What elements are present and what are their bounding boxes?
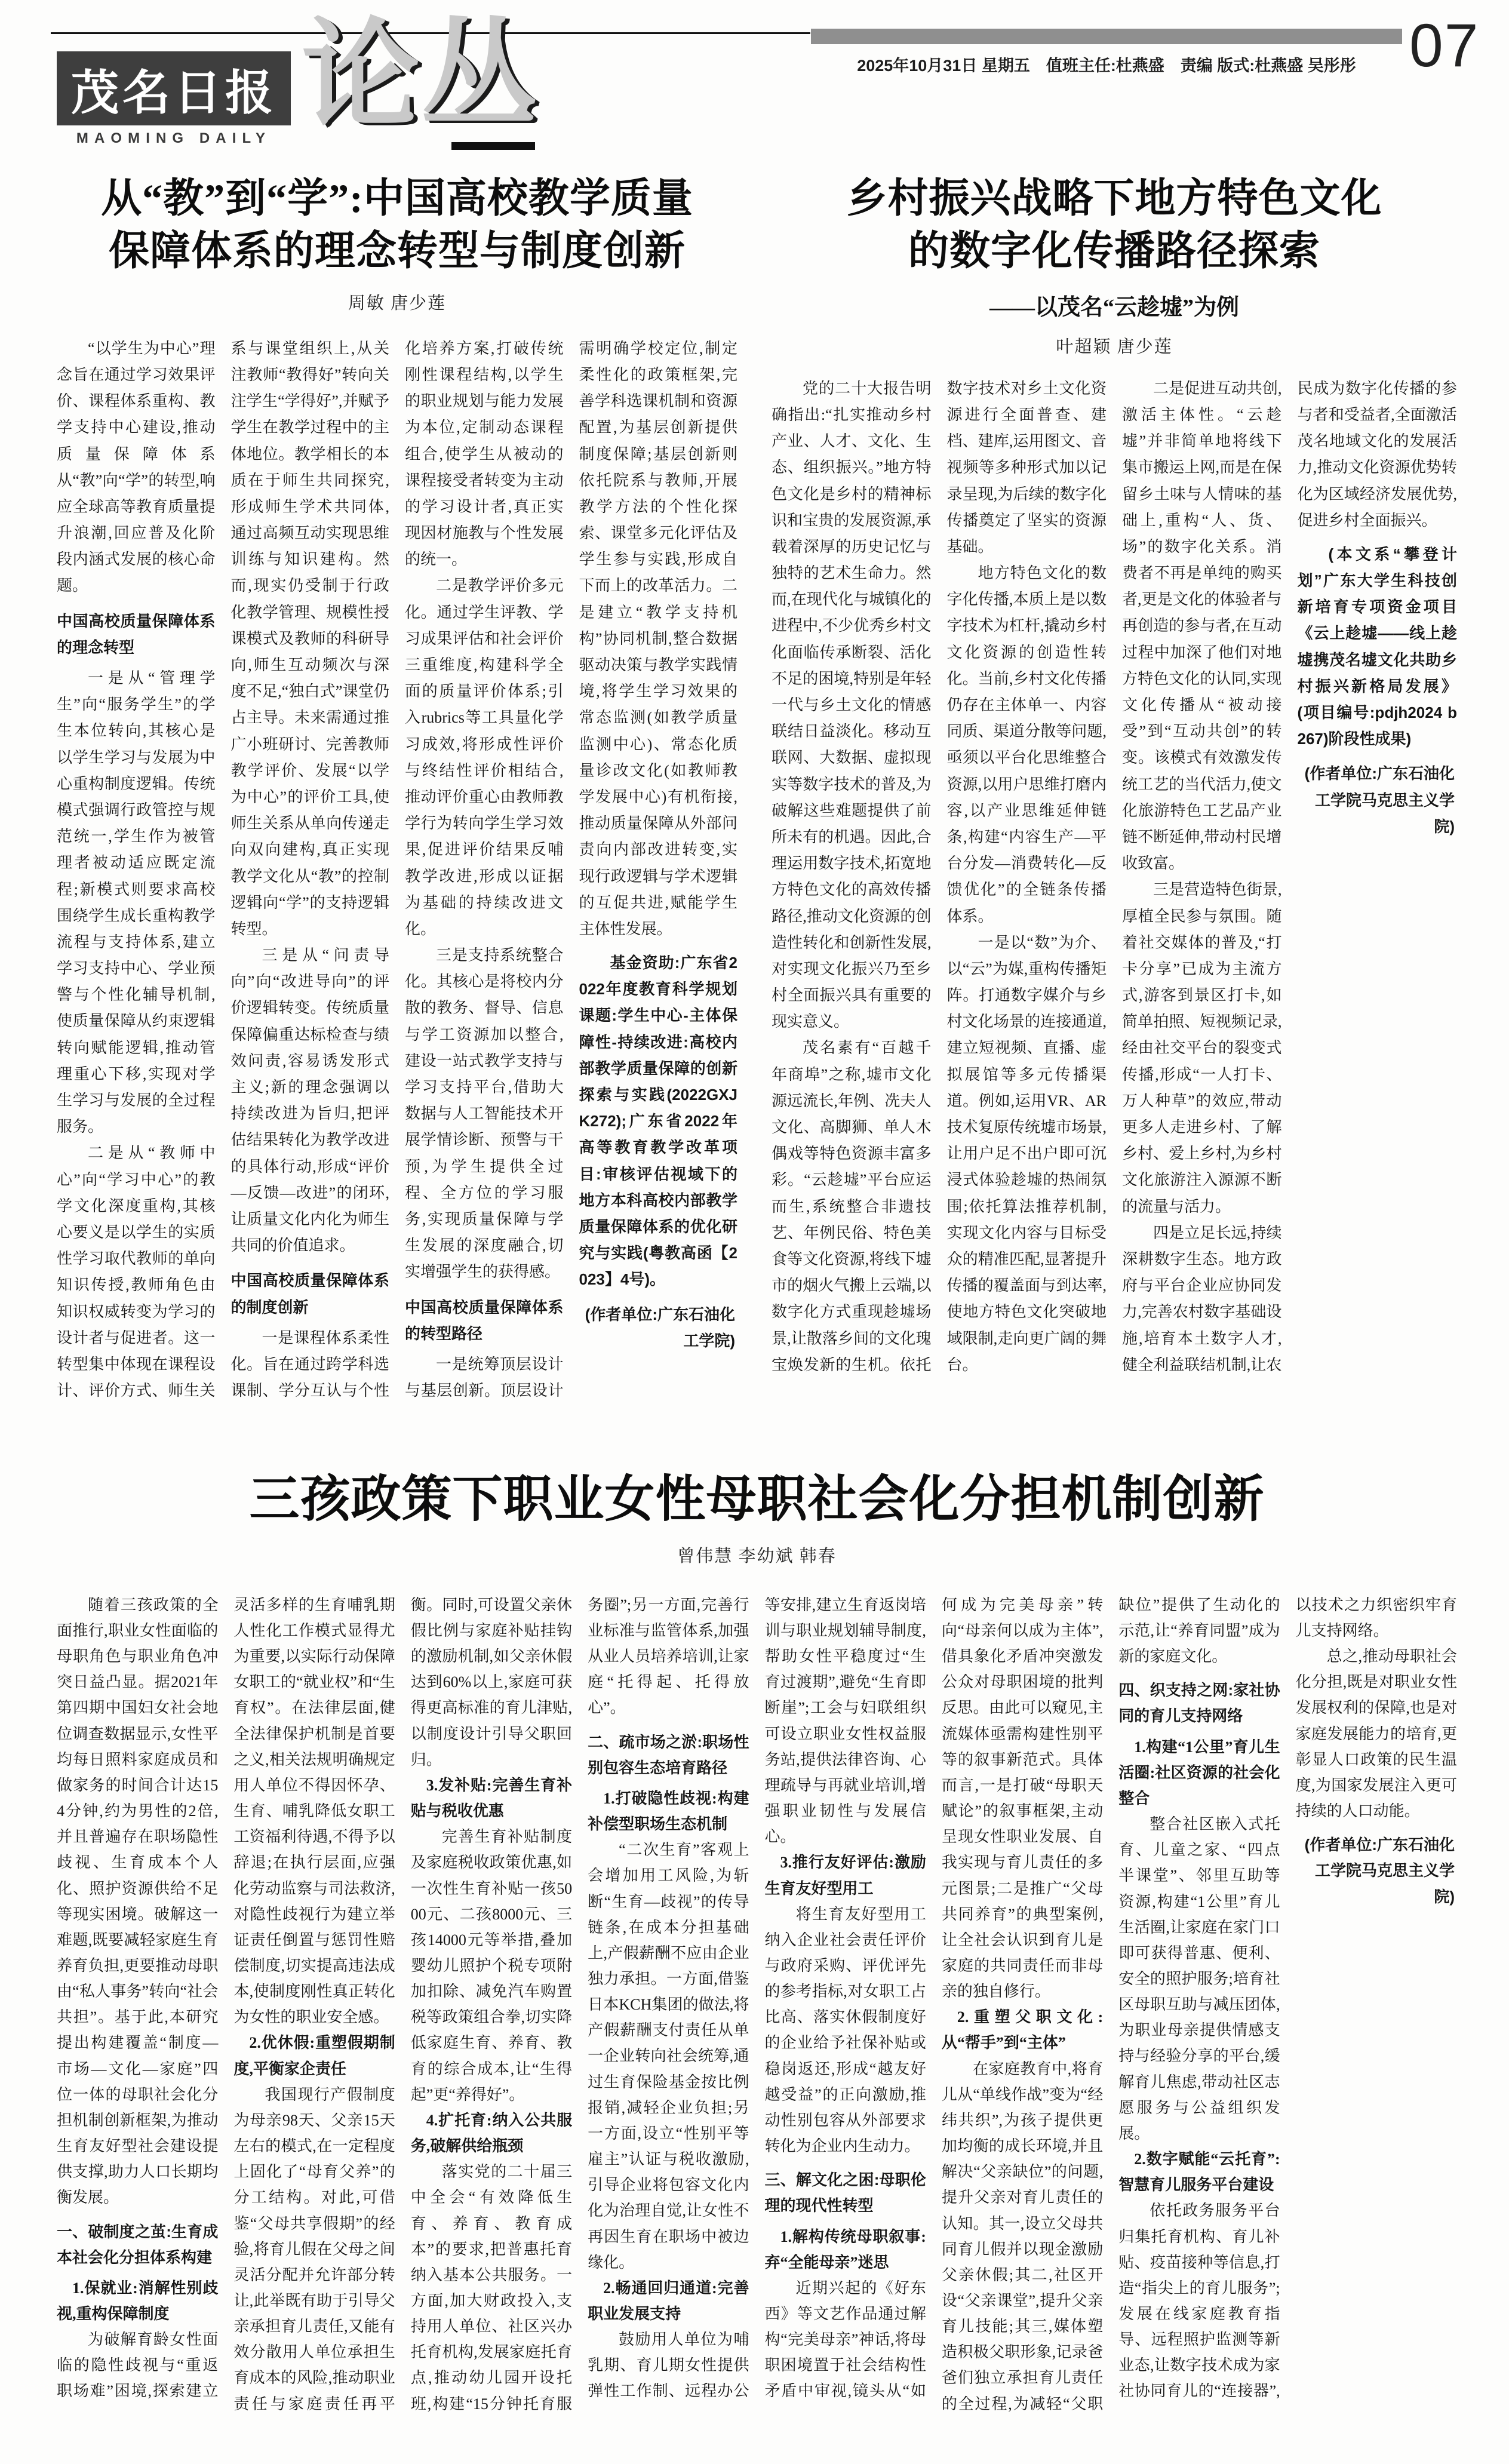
body-paragraph: 党的二十大报告明确指出:“扎实推动乡村产业、人才、文化、生态、组织振兴。”地方特色文化是乡村的精神标识和宝贵的发展资源,承载着深厚的历史记忆与独特的艺术生命力。然而,在现代化与城镇化的进程中,不少优秀乡村文化面临传承断裂、活化不足的困境,特别是年轻一代与乡土文化的情感联结日益淡化。移动互联网、大数据、虚拟现实等数字技术的普及,为破解这些难题提供了前所未有的机遇。因此,合理运用数字技术,拓宽地方特色文化的高效传播路径,推动文化资源的创造性转化和创新性发展,对实现文化振兴乃至乡村全面振兴具有重要的现实意义。 <box>772 379 932 1031</box>
article1-headline-line1: 从“教”到“学”:中国高校教学质量 <box>101 176 693 221</box>
body-paragraph: 二是从“教师中心”向“学习中心”的教学文化深度重构,其核心要义是以学生的实质性学习取代教师的单向知识传授,教师角色由知识权威转变为学习的设计者与促进者。这一转型集中体现在课程设计、评价方式、师生关系与课堂组织上,从关注教师“教得好”转向关注学生“学得好”,并赋予学生在教学过程中的主体地位。教学相长的本质在于师生共同探究,形成师生学术共同体,通过高频互动实现思维训练与知识建构。然而,现实仍受制于行政化教学管理、规模性授课模式及教师的科研导向,师生互动频次与深度不足,“独白式”课堂仍占主导。未来需通过推广小班研讨、完善教师教学评价、发展“以学为中心”的评价工具,使师生关系从单向传递走向双向建构,真正实现教学文化从“教”的控制逻辑向“学”的支持逻辑转型。 <box>57 339 389 1400</box>
body-paragraph: 随着三孩政策的全面推行,职业女性面临的母职角色与职业角色冲突日益凸显。据2021年第四期中国妇女社会地位调查数据显示,女性平均每日照料家庭成员和做家务的时间合计达154分钟,约为男性的2倍,并且普遍存在职场隐性歧视、生育成本个人化、照护资源供给不足等现实困境。破解这一难题,既要减轻家庭生育养育负担,更要推动母职由“私人事务”转向“社会共担”。基于此,本研究提出构建覆盖“制度—市场—文化—家庭”四位一体的母职社会化分担机制创新框架,为推动生育友好型社会建设提供支撑,助力人口长期均衡发展。 <box>57 1596 219 2207</box>
body-paragraph: 将生育友好型用工纳入企业社会责任评价与政府采购、评优评先的参考指标,对女职工占比高、落实休假制度好的企业给予社保补贴或稳岗返还,形成“越友好越受益”的正向激励,推动性别包容从外部要求转化为企业内生动力。 <box>764 1905 926 2155</box>
page-number: 07 <box>1409 11 1480 79</box>
body-paragraph: “以学生为中心”理念旨在通过学习效果评价、课程体系重构、教学支持中心建设,推动质量保障体系从“教”向“学”的转型,响应全球高等教育质量提升浪潮,回应普及化阶段内涵式发展的核心命题。 <box>57 339 216 595</box>
numbered-subhead: 2.畅通回归通道:完善职业发展支持 <box>588 2279 749 2323</box>
author-note: (作者单位:广东石油化工学院马克思主义学院) <box>1304 764 1455 835</box>
body-paragraph: 三是从“问责导向”向“改进导向”的评价逻辑转变。传统质量保障偏重达标检查与绩效问责,容易诱发形式主义;新的理念强调以持续改进为旨归,把评估结果转化为教学改进的具体行动,形成“评价—反馈—改进”的闭环,让质量文化内化为师生共同的价值追求。 <box>231 947 389 1255</box>
article1-body <box>57 336 737 1408</box>
section-subhead: 一、破制度之茧:生育成本社会化分担体系构建 <box>57 2222 219 2266</box>
numbered-subhead: 2.优休假:重塑假期制度,平衡家企责任 <box>233 2034 395 2078</box>
section-subhead: 中国高校质量保障体系的制度创新 <box>231 1271 389 1316</box>
body-paragraph: 在家庭教育中,将育儿从“单线作战”变为“经纬共织”,为孩子提供更加均衡的成长环境,并且解决“父亲缺位”的问题,提升父亲对育儿责任的认知。其一,设立父母共同育儿假并以现金激励父亲休假;其二,社区开设“父亲课堂”,提升父亲育儿技能;其三,媒体塑造积极父职形象,记录爸爸们独立承担育儿责任的全过程,为减轻“父职缺位”提供了生动化的示范,让“养育同盟”成为新的家庭文化。 <box>941 1596 1280 2413</box>
body-paragraph: 一是统筹顶层设计与基层创新。顶层设计需明确学校定位,制定柔性化的政策框架,完善学科选课机制和资源配置,为基层创新提供制度保障;基层创新则依托院系与教师,开展教学方法的个性化探索、课堂多元化评估及学生参与实践,形成自下而上的改革活力。二是建立“教学支持机构”协同机制,整合数据驱动决策与教学实践情境,将学生学习效果的常态监测(如教学质量监测中心)、常态化质量诊改文化(如教师教学发展中心)有机衔接,推动质量保障从外部问责向内部改进转变,实现行政逻辑与学术逻辑的互促共进,赋能学生主体性发展。 <box>405 339 737 1400</box>
section-subhead: 中国高校质量保障体系的理念转型 <box>57 612 216 656</box>
body-paragraph: 四是立足长远,持续深耕数字生态。地方政府与平台企业应协同发力,完善农村数字基础设施,培育本土数字人才,健全利益联结机制,让农民成为数字化传播的参与者和受益者,全面激活茂名地域文化的发展活力,推动文化资源优势转化为区域经济发展优势,促进乡村全面振兴。 <box>1122 379 1457 1374</box>
fund-note: 基金资助:广东省2022年度教育科学规划课题:学生中心-主体保障性-持续改进:高校内部教学质量保障的创新探索与实践(2022GXJK272);广东省2022年高等教育教学改革项目:审核评估视域下的地方本科高校内部教学质量保障体系的优化研究与实践(粤教高函【2023】4号)。 <box>579 954 737 1289</box>
body-paragraph: 我国现行产假制度为母亲98天、父亲15天左右的模式,在一定程度上固化了“母育父养”的分工结构。对此,可借鉴“父母共享假期”的经验,将育儿假在父母之间灵活分配并允许部分转让,此举既有助于引导父亲承担育儿责任,又能有效分散用人单位承担生育成本的风险,推动职业责任与家庭责任再平衡。同时,可设置父亲休假比例与家庭补贴挂钩的激励机制,如父亲休假达到60%以上,家庭可获得更高标准的育儿津贴,以制度设计引导父职回归。 <box>233 1596 573 2413</box>
numbered-subhead: 4.扩托育:纳入公共服务,破解供给瓶颈 <box>410 2111 573 2155</box>
body-paragraph: “二次生育”客观上会增加用工风险,为斩断“生育—歧视”的传导链条,在成本分担基础上,产假薪酬不应由企业独力承担。一方面,借鉴日本KCH集团的做法,将产假薪酬支付责任从单一企业转向社会统筹,通过生育保险基金按比例报销,减轻企业负担;另一方面,设立“性别平等雇主”认证与税收激励,引导企业将包容文化内化为治理自觉,让女性不再因生育在职场中被边缘化。 <box>588 1841 749 2271</box>
article-three-child-policy <box>57 1470 1457 2417</box>
body-paragraph: 为破解育龄女性面临的隐性歧视与“重返职场难”困境,探索建立灵活多样的生育哺乳期人性化工作模式显得尤为重要,以实际行动保障女职工的“就业权”和“生育权”。在法律层面,健全法律保护机制是首要之义,相关法规明确规定用人单位不得因怀孕、生育、哺乳降低女职工工资福利待遇,不得予以辞退;在执行层面,应强化劳动监察与司法救济,对隐性歧视行为建立举证责任倒置与惩罚性赔偿制度,切实提高违法成本,使制度刚性真正转化为女性的职业安全感。 <box>57 1596 395 2400</box>
article1-headline <box>57 172 737 278</box>
article2-byline: 叶超颖 唐少莲 <box>1056 337 1173 357</box>
body-paragraph: 二是促进互动共创,激活主体性。“云趁墟”并非简单地将线下集市搬运上网,而是在保留乡土味与人情味的基础上,重构“人、货、场”的数字化关系。消费者不再是单纯的购买者,更是文化的体验者与再创造的参与者,在互动过程中加深了他们对地方特色文化的认同,实现文化传播从“被动接受”到“互动共创”的转变。该模式有效激发传统工艺的当代活力,使文化旅游特色工艺品产业链不断延伸,带动村民增收致富。 <box>1122 379 1282 872</box>
article1-headline-line2: 保障体系的理念转型与制度创新 <box>108 228 686 274</box>
masthead-title: 茂名日报 <box>71 67 276 120</box>
article2-headline-line2: 的数字化传播路径探索 <box>908 228 1320 274</box>
body-paragraph: 一是从“管理学生”向“服务学生”的学生本位转向,其核心是以学生学习与发展为中心重构制度逻辑。传统模式强调行政管控与规范统一,学生作为被管理者被动适应既定流程;新模式则要求高校围绕学生成长重构教学流程与支持体系,建立学习支持中心、学业预警与个性化辅导机制,使质量保障从约束逻辑转向赋能逻辑,推动管理重心下移,实现对学生学习与发展的全过程服务。 <box>57 669 216 1136</box>
numbered-subhead: 3.发补贴:完善生育补贴与税收优惠 <box>410 1776 573 1820</box>
numbered-subhead: 2.重塑父职文化:从“帮手”到“主体” <box>941 2008 1104 2052</box>
article3-body <box>57 1592 1457 2417</box>
numbered-subhead: 1.构建“1公里”育儿生活圈:社区资源的社会化整合 <box>1118 1738 1280 1807</box>
body-paragraph: 一是课程体系柔性化。旨在通过跨学科选课制、学分互认与个性化培养方案,打破传统刚性课程结构,以学生的职业规划与能力发展为本位,定制动态课程组合,使学生从被动的课程接受者转变为主动的学习设计者,真正实现因材施教与个性发展的统一。 <box>231 339 564 1400</box>
body-paragraph: 依托政务服务平台归集托育机构、育儿补贴、疫苗接种等信息,打造“指尖上的育儿服务”;发展在线家庭教育指导、远程照护监测等新业态,让数字技术成为家社协同育儿的“连接器”,以技术之力织密织牢育儿支持网络。 <box>1118 1596 1457 2400</box>
article-rural-culture <box>772 172 1457 1386</box>
article3-byline: 曾伟慧 李幼斌 韩春 <box>677 1546 837 1566</box>
article-teaching-quality <box>57 172 737 1408</box>
masthead-logo <box>57 51 291 125</box>
numbered-subhead: 1.解构传统母职叙事:弃“全能母亲”迷思 <box>764 2228 926 2271</box>
body-paragraph: 二是教学评价多元化。通过学生评教、学习成果评估和社会评价三重维度,构建科学全面的质量评价体系;引入rubrics等工具量化学习成效,将形成性评价与终结性评价相结合,推动评价重心由教师教学行为转向学生学习效果,促进评价结果反哺教学改进,形成以证据为基础的持续改进文化。 <box>405 577 564 938</box>
body-paragraph: 整合社区嵌入式托育、儿童之家、“四点半课堂”、邻里互助等资源,构建“1公里”育儿生活圈,让家庭在家门口即可获得普惠、便利、安全的照护服务;培育社区母职互助与减压团体,为职业母亲提供情感支持与经验分享的平台,缓解育儿焦虑,带动社区志愿服务与公益组织发展。 <box>1118 1815 1280 2142</box>
numbered-subhead: 2.数字赋能“云托育”:智慧育儿服务平台建设 <box>1118 2150 1280 2194</box>
numbered-subhead: 1.保就业:消解性别歧视,重构保障制度 <box>57 2279 219 2323</box>
article2-headline <box>772 172 1457 278</box>
body-paragraph: 茂名素有“百越千年商埠”之称,墟市文化源远流长,年例、冼夫人文化、高脚狮、单人木偶戏等特色资源丰富多彩。“云趁墟”平台应运而生,系统整合非遗技艺、年例民俗、特色美食等文化资源,将线下墟市的烟火气搬上云端,以数字化方式重现趁墟场景,让散落乡间的文化瑰宝焕发新的生机。依托数字技术对乡土文化资源进行全面普查、建档、建库,运用图文、音视频等多种形式加以记录呈现,为后续的数字化传播奠定了坚实的资源基础。 <box>772 379 1107 1374</box>
body-paragraph: 鼓励用人单位为哺乳期、育儿期女性提供弹性工作制、远程办公等安排,建立生育返岗培训与职业规划辅导制度,帮助女性平稳度过“生育过渡期”,避免“生育即断崖”;工会与妇联组织可设立职业女性权益服务站,提供法律咨询、心理疏导与再就业培训,增强职业韧性与发展信心。 <box>588 1596 926 2400</box>
section-subhead: 四、织支持之网:家社协同的育儿支持网络 <box>1118 1681 1280 1725</box>
body-paragraph: 一是以“数”为介、以“云”为媒,重构传播矩阵。打通数字媒介与乡村文化场景的连接通道,建立短视频、直播、虚拟展馆等多元传播渠道。例如,运用VR、AR技术复原传统墟市场景,让用户足不出户即可沉浸式体验趁墟的热闹氛围;依托算法推荐机制,实现文化内容与目标受众的精准匹配,显著提升传播的覆盖面与到达率,使地方特色文化突破地域限制,走向更广阔的舞台。 <box>946 933 1107 1374</box>
body-paragraph: 总之,推动母职社会化分担,既是对职业女性发展权利的保障,也是对家庭发展能力的培育,更彰显人口政策的民生温度,为国家发展注入更可持续的人口动能。 <box>1295 1648 1457 1820</box>
section-subhead: 中国高校质量保障体系的转型路径 <box>405 1298 564 1342</box>
body-paragraph: 三是营造特色街景,厚植全民参与氛围。随着社交媒体的普及,“打卡分享”已成为主流方式,游客到景区打卡,如简单拍照、短视频记录,经由社交平台的裂变式传播,形成“一人打卡、万人种草”的效应,带动更多人走进乡村、了解乡村、爱上乡村,为乡村文化旅游注入源源不断的流量与活力。 <box>1122 881 1282 1215</box>
body-paragraph: 落实党的二十届三中全会“有效降低生育、养育、教育成本”的要求,把普惠托育纳入基本公共服务。一方面,加大财政投入,支持用人单位、社区兴办托育机构,发展家庭托育点,推动幼儿园开设托班,构建“15分钟托育服务圈”;另一方面,完善行业标准与监管体系,加强从业人员培养培训,让家庭“托得起、托得放心”。 <box>410 1596 749 2413</box>
body-paragraph: 地方特色文化的数字化传播,本质上是以数字技术为杠杆,撬动乡村文化资源的创造性转化。当前,乡村文化传播仍存在主体单一、内容同质、渠道分散等问题,亟须以平台化思维整合资源,以用户思维打磨内容,以产业思维延伸链条,构建“内容生产—平台分发—消费转化—反馈优化”的全链条传播体系。 <box>946 564 1107 925</box>
masthead-english: MAOMING DAILY <box>76 130 272 146</box>
author-note: (作者单位:广东石油化工学院) <box>585 1305 735 1350</box>
author-note: (作者单位:广东石油化工学院马克思主义学院) <box>1304 1836 1455 1906</box>
section-logo-underline <box>451 142 535 150</box>
article1-byline: 周敏 唐少莲 <box>348 293 447 313</box>
section-subhead: 三、解文化之困:母职伦理的现代性转型 <box>764 2171 926 2215</box>
body-paragraph: 三是支持系统整合化。其核心是将校内分散的教务、督导、信息与学工资源加以整合,建设一站式教学支持与学习支持平台,借助大数据与人工智能技术开展学情诊断、预警与干预,为学生提供全过程、全方位的学习服务,实现质量保障与学生发展的深度融合,切实增强学生的获得感。 <box>405 947 564 1281</box>
numbered-subhead: 1.打破隐性歧视:构建补偿型职场生态机制 <box>588 1789 749 1833</box>
article3-headline: 三孩政策下职业女性母职社会化分担机制创新 <box>249 1472 1265 1528</box>
article2-headline-line1: 乡村振兴战略下地方特色文化 <box>846 176 1382 221</box>
dateline: 2025年10月31日 星期五 值班主任:杜燕盛 责编 版式:杜燕盛 吴彤彤 <box>857 57 1356 75</box>
article2-body <box>772 376 1457 1386</box>
article2-subtitle: ——以茂名“云趁墟”为例 <box>989 294 1239 320</box>
section-subhead: 二、疏市场之淤:职场性别包容生态培育路径 <box>588 1732 749 1777</box>
section-logo: 论丛 <box>302 11 538 142</box>
body-paragraph: 完善生育补贴制度及家庭税收政策优惠,如一次性生育补贴一孩5000元、二孩8000元、三孩14000元等举措,叠加婴幼儿照护个税专项附加扣除、减免汽车购置税等政策组合拳,切实降低家庭生育、养育、教育的综合成本,让“生得起”更“养得好”。 <box>410 1828 573 2103</box>
numbered-subhead: 3.推行友好评估:激励生育友好型用工 <box>764 1854 926 1897</box>
header-gray-bar <box>811 29 1402 44</box>
body-paragraph: 近期兴起的《好东西》等文艺作品通过解构“完美母亲”神话,将母职困境置于社会结构性矛盾中审视,镜头从“如何成为完美母亲”转向“母亲何以成为主体”,借具象化矛盾冲突激发公众对母职困境的批判反思。由此可以窥见,主流媒体亟需构建性别平等的叙事新范式。具体而言,一是打破“母职天赋论”的叙事框架,主动呈现女性职业发展、自我实现与育儿责任的多元图景;二是推广“父母共同养育”的典型案例,让全社会认识到育儿是家庭的共同责任而非母亲的独自修行。 <box>764 1596 1104 2400</box>
fund-note: (本文系“攀登计划”广东大学生科技创新培育专项资金项目《云上趁墟——线上趁墟携茂名墟文化共助乡村振兴新格局发展》(项目编号:pdjh2024 b267)阶段性成果) <box>1297 545 1457 748</box>
